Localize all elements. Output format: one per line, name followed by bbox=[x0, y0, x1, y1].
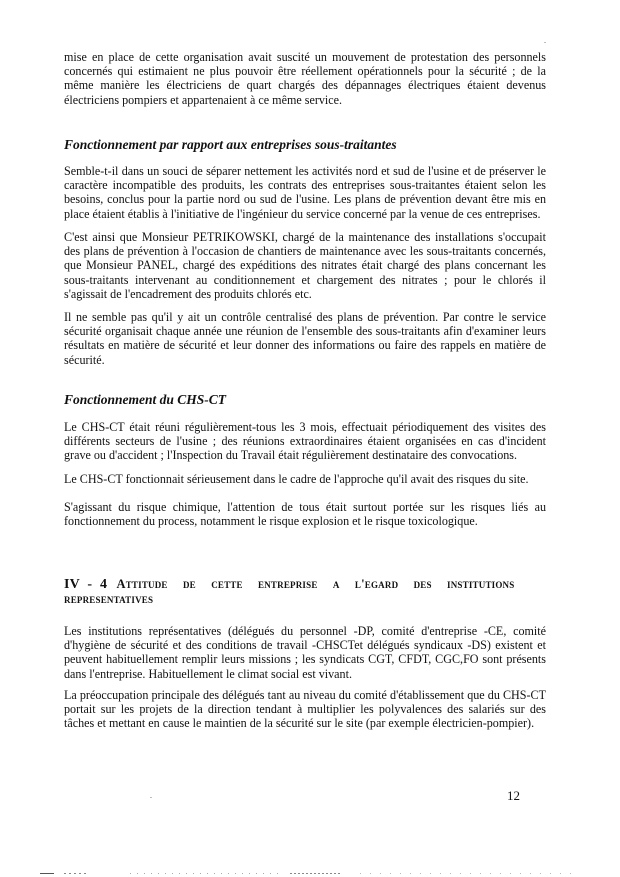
paragraph-subcontractor-contracts: Semble-t-il dans un souci de séparer nettement les activités nord et sud de l'usine et de préserver le caractère incompatible des produits, les contrats des entreprises sous-traitantes étaient selon les besoins, conclus pour la partie nord ou sud de l'usine. Les plans de prévention devant être mis en place étaient établis à l'initiative de l'ingénieur du service concerné par la venue de ces entreprises. bbox=[64, 164, 546, 221]
paragraph-protest: mise en place de cette organisation avait suscité un mouvement de protestation des personnels concernés qui estimaient ne plus pouvoir être réellement opérationnels pour la sécurité ; de la même manière les électriciens de quart chargés des dépannages électriques étaient devenus électriciens pompiers et appartenaient à ce même service. bbox=[64, 50, 546, 107]
heading-chsct: Fonctionnement du CHS-CT bbox=[64, 392, 227, 407]
paragraph-centralized-control: Il ne semble pas qu'il y ait un contrôle centralisé des plans de prévention. Par contre le service sécurité organisait chaque année une réunion de l'ensemble des sous-traitants afin d'examiner leurs résultats en matière de sécurité et leur donner des informations ou faire des rappels en matière de sécurité. bbox=[64, 310, 546, 367]
paragraph-chsct-meetings: Le CHS-CT était réuni régulièrement-tous les 3 mois, effectuait périodiquement des visites des différents secteurs de l'usine ; des réunions extraordinaires étaient organisées en cas d'incident grave ou d'accident ; l'Inspection du Travail était régulièrement destinataire des convocations. bbox=[64, 420, 546, 463]
paragraph-prevention-plans: C'est ainsi que Monsieur PETRIKOWSKI, chargé de la maintenance des installations s'occupait des plans de prévention à l'occasion de chantiers de maintenance avec les sous-traitants concernés, que Monsieur PANEL, chargé des expéditions des nitrates était chargé des plans concernant les sous-traitants intervenant au conditionnement et chargement des nitrates ; pour le chlorés il s'agissait de l'encadrement des produits chlorés etc. bbox=[64, 230, 546, 301]
scan-artifact-line bbox=[40, 872, 580, 875]
section-title: Attitude de cette entreprise a l'egard des institutions representatives bbox=[64, 577, 515, 606]
heading-subcontractors: Fonctionnement par rapport aux entreprises sous-traitantes bbox=[64, 137, 397, 152]
scan-speck bbox=[544, 42, 546, 43]
section-number: IV - 4 bbox=[64, 577, 108, 592]
paragraph-chsct-functioning: Le CHS-CT fonctionnait sérieusement dans le cadre de l'approche qu'il avait des risques du site. bbox=[64, 472, 529, 486]
paragraph-institutions: Les institutions représentatives (délégués du personnel -DP, comité d'entreprise -CE, comité d'hygiène de sécurité et des conditions de travail -CHSCTet délégués syndicaux -DS) existent et peuvent habituellement remplir leurs missions ; les syndicats CGT, CFDT, CGC,FO sont présents dans l'entreprise. Habituellement le climat social est vivant. bbox=[64, 624, 546, 681]
page-number: 12 bbox=[507, 788, 520, 803]
paragraph-delegates-concern: La préoccupation principale des délégués tant au niveau du comité d'établissement que du CHS-CT portait sur les projets de la direction tendant à multiplier les polyvalences des salariés sur des tâches et mettant en cause le maintien de la sécurité sur le site (par exemple électricien-pompier). bbox=[64, 688, 546, 731]
section-heading-iv-4 bbox=[64, 577, 546, 607]
scan-speck bbox=[150, 797, 152, 798]
paragraph-chemical-risk: S'agissant du risque chimique, l'attention de tous était surtout portée sur les risques liés au fonctionnement du process, notamment le risque explosion et le risque toxicologique. bbox=[64, 500, 546, 529]
